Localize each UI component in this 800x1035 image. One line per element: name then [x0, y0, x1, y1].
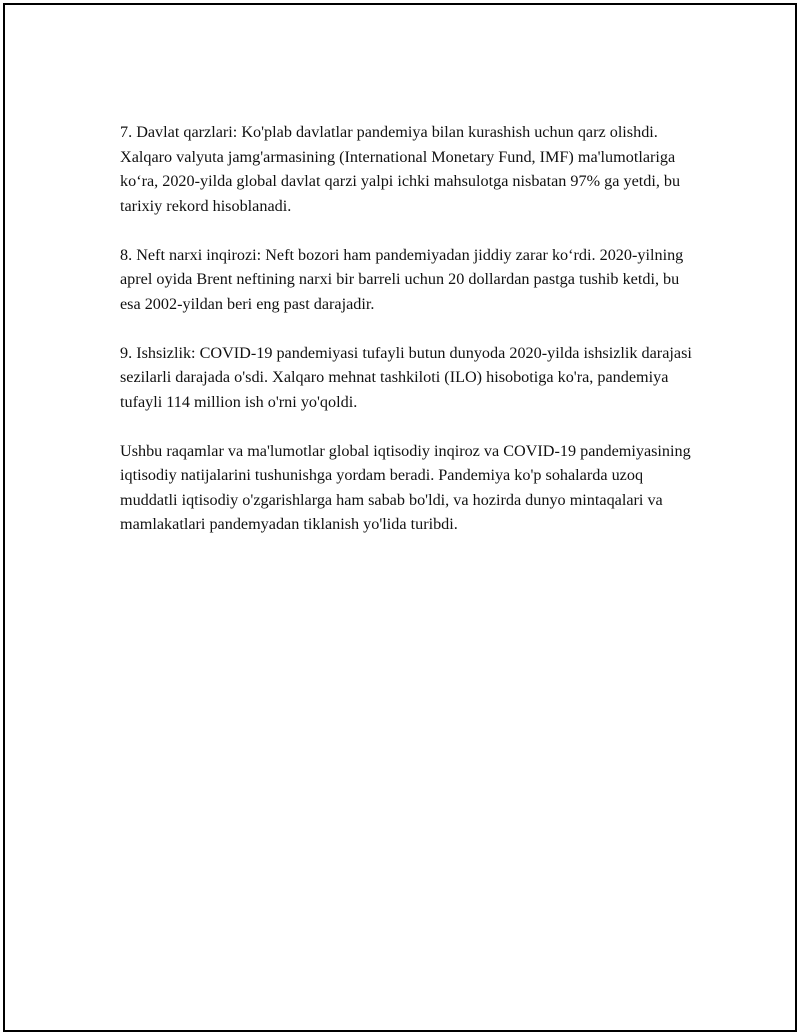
paragraph-oil-price-crisis: 8. Neft narxi inqirozi: Neft bozori ham pandemiyadan jiddiy zarar ko‘rdi. 2020-yilning aprel oyida Brent neftining narxi bir barreli uchun 20 dollardan pastga tushib ketdi, bu esa 2002-yildan beri eng past darajadir. [120, 245, 684, 313]
paragraph-state-debt: 7. Davlat qarzlari: Ko'plab davlatlar pandemiya bilan kurashish uchun qarz olishdi. Xalqaro valyuta jamg'armasining (International Monetary Fund, IMF) ma'lumotlariga ko‘ra, 2020-yilda global davlat qarzi yalpi ichki mahsulotga nisbatan 97% ga yetdi, bu tarixiy rekord hisoblanadi. [120, 123, 681, 215]
document-page [3, 3, 797, 1032]
paragraph-conclusion: Ushbu raqamlar va ma'lumotlar global iqtisodiy inqiroz va COVID-19 pandemiyasining iqtisodiy natijalarini tushunishga yordam beradi. Pandemiya ko'p sohalarda uzoq muddatli iqtisodiy o'zgarishlarga ham sabab bo'ldi, va hozirda dunyo mintaqalari va mamlakatlari pandemyadan tiklanish yo'lida turibdi. [120, 441, 691, 533]
document-body [120, 120, 700, 561]
paragraph-unemployment: 9. Ishsizlik: COVID-19 pandemiyasi tufayli butun dunyoda 2020-yilda ishsizlik darajasi sezilarli darajada o'sdi. Xalqaro mehnat tashkiloti (ILO) hisobotiga ko'ra, pandemiya tufayli 114 million ish o'rni yo'qoldi. [120, 343, 692, 411]
